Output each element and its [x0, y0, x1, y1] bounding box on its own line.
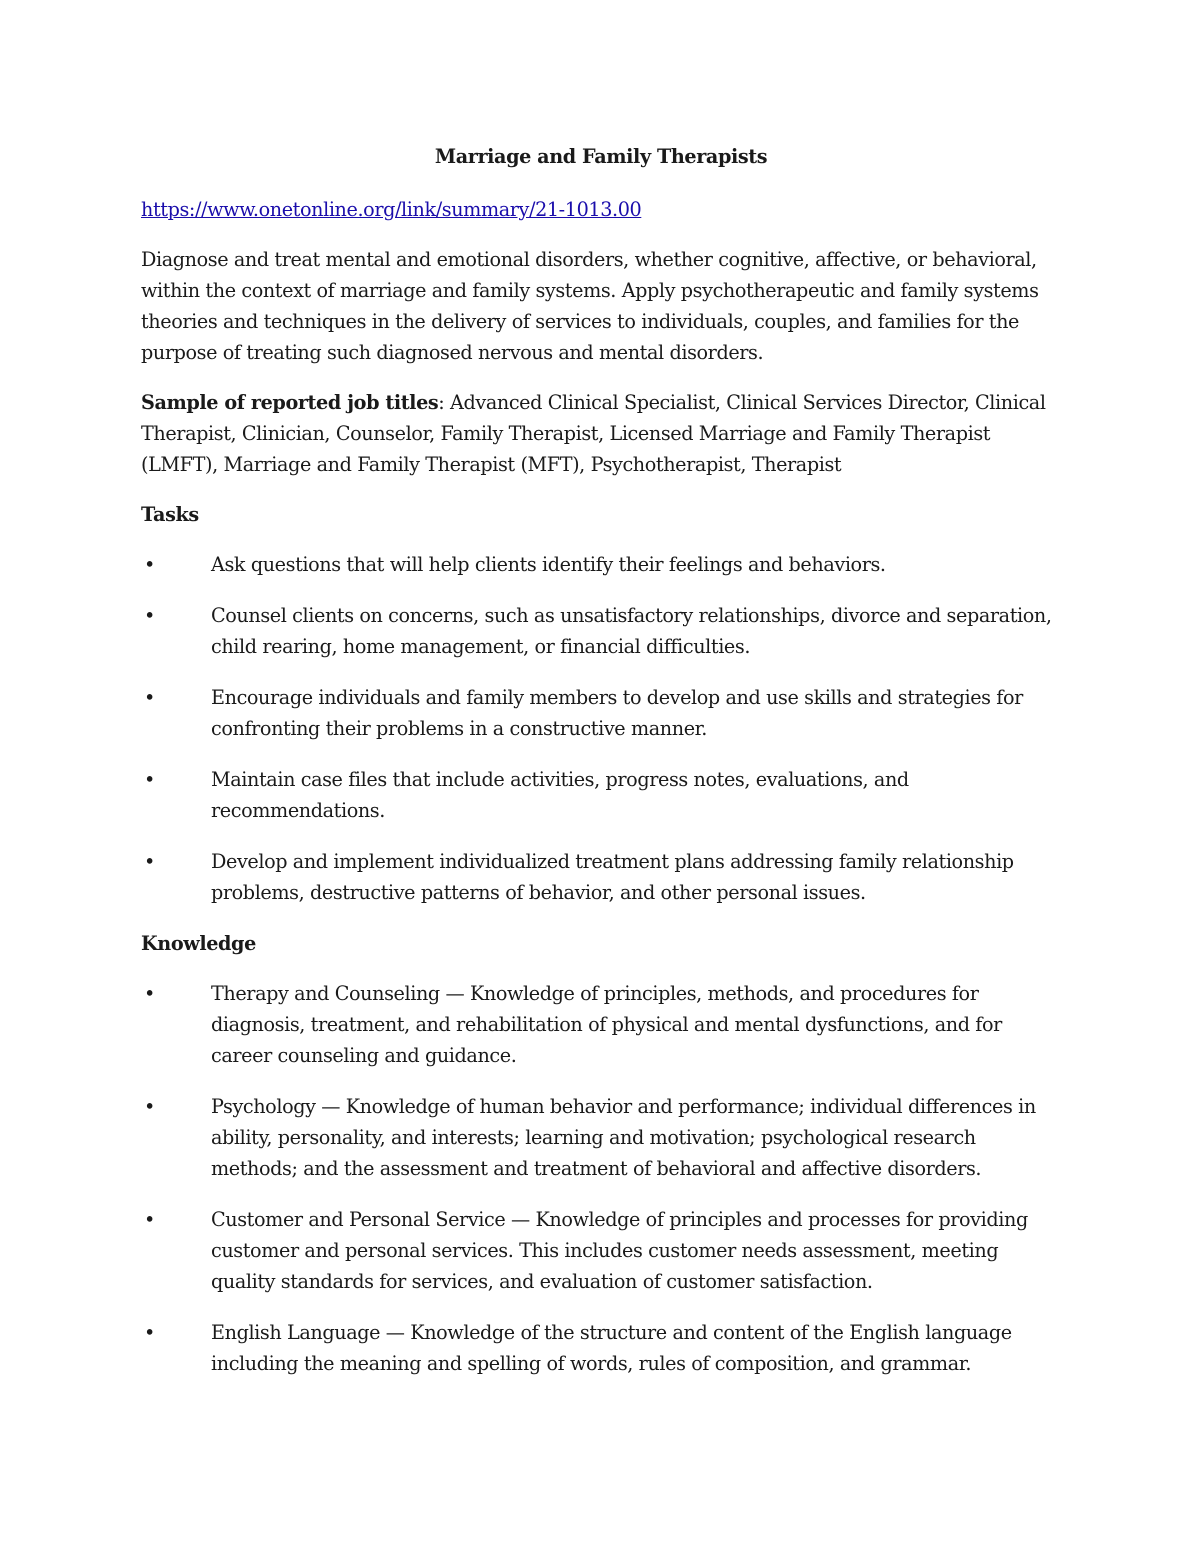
job-titles-list: : Advanced Clinical Specialist, Clinical Services Director, Clinical Therapist, Clinician, Counselor, Family Therapist, Licensed Marriage and Family Therapist (LMFT), Marriage and Family Therapist (MFT), Psychotherapist, Therapist: [141, 391, 1046, 476]
list-item: [141, 1204, 1061, 1297]
bullet: •: [144, 982, 155, 1005]
document-title: Marriage and Family Therapists: [434, 145, 768, 168]
list-item: [141, 764, 1061, 826]
bullet: •: [144, 1208, 155, 1231]
bullet: •: [144, 850, 155, 873]
document-page: [141, 140, 1061, 1399]
knowledge-text: Customer and Personal Service — Knowledge of principles and processes for providing customer and personal services. This includes customer needs assessment, meeting quality standards for services, and evaluation of customer satisfaction.: [211, 1208, 1028, 1293]
bullet: •: [144, 686, 155, 709]
knowledge-list: [141, 978, 1061, 1379]
list-item: [141, 1091, 1061, 1184]
knowledge-text: English Language — Knowledge of the structure and content of the English language including the meaning and spelling of words, rules of composition, and grammar.: [211, 1321, 1012, 1375]
job-titles-paragraph: [141, 387, 1061, 480]
list-item: [141, 682, 1061, 744]
task-text: Encourage individuals and family members to develop and use skills and strategies for confronting their problems in a constructive manner.: [211, 686, 1023, 740]
tasks-list: [141, 549, 1061, 908]
list-item: [141, 846, 1061, 908]
task-text: Maintain case files that include activities, progress notes, evaluations, and recommendations.: [211, 768, 909, 822]
task-text: Develop and implement individualized treatment plans addressing family relationship problems, destructive patterns of behavior, and other personal issues.: [211, 850, 1014, 904]
onet-summary-link[interactable]: https://www.onetonline.org/link/summary/21-1013.00: [141, 198, 642, 221]
bullet: •: [144, 604, 155, 627]
knowledge-text: Therapy and Counseling — Knowledge of principles, methods, and procedures for diagnosis, treatment, and rehabilitation of physical and mental dysfunctions, and for career counseling and guidance.: [211, 982, 1002, 1067]
list-item: [141, 1317, 1061, 1379]
occupation-summary: Diagnose and treat mental and emotional disorders, whether cognitive, affective, or behavioral, within the context of marriage and family systems. Apply psychotherapeutic and family systems theories and techniques in the delivery of services to individuals, couples, and families for the purpose of treating such diagnosed nervous and mental disorders.: [141, 248, 1039, 364]
knowledge-heading: Knowledge: [141, 932, 256, 955]
bullet: •: [144, 1321, 155, 1344]
bullet: •: [144, 1095, 155, 1118]
knowledge-text: Psychology — Knowledge of human behavior and performance; individual differences in ability, personality, and interests; learning and motivation; psychological research methods; and the assessment and treatment of behavioral and affective disorders.: [211, 1095, 1036, 1180]
bullet: •: [144, 768, 155, 791]
task-text: Counsel clients on concerns, such as unsatisfactory relationships, divorce and separation, child rearing, home management, or financial difficulties.: [211, 604, 1052, 658]
list-item: [141, 978, 1061, 1071]
list-item: [141, 549, 1061, 580]
tasks-heading: Tasks: [141, 503, 199, 526]
job-titles-label: Sample of reported job titles: [141, 391, 439, 414]
task-text: Ask questions that will help clients identify their feelings and behaviors.: [211, 553, 886, 576]
bullet: •: [144, 553, 155, 576]
list-item: [141, 600, 1061, 662]
